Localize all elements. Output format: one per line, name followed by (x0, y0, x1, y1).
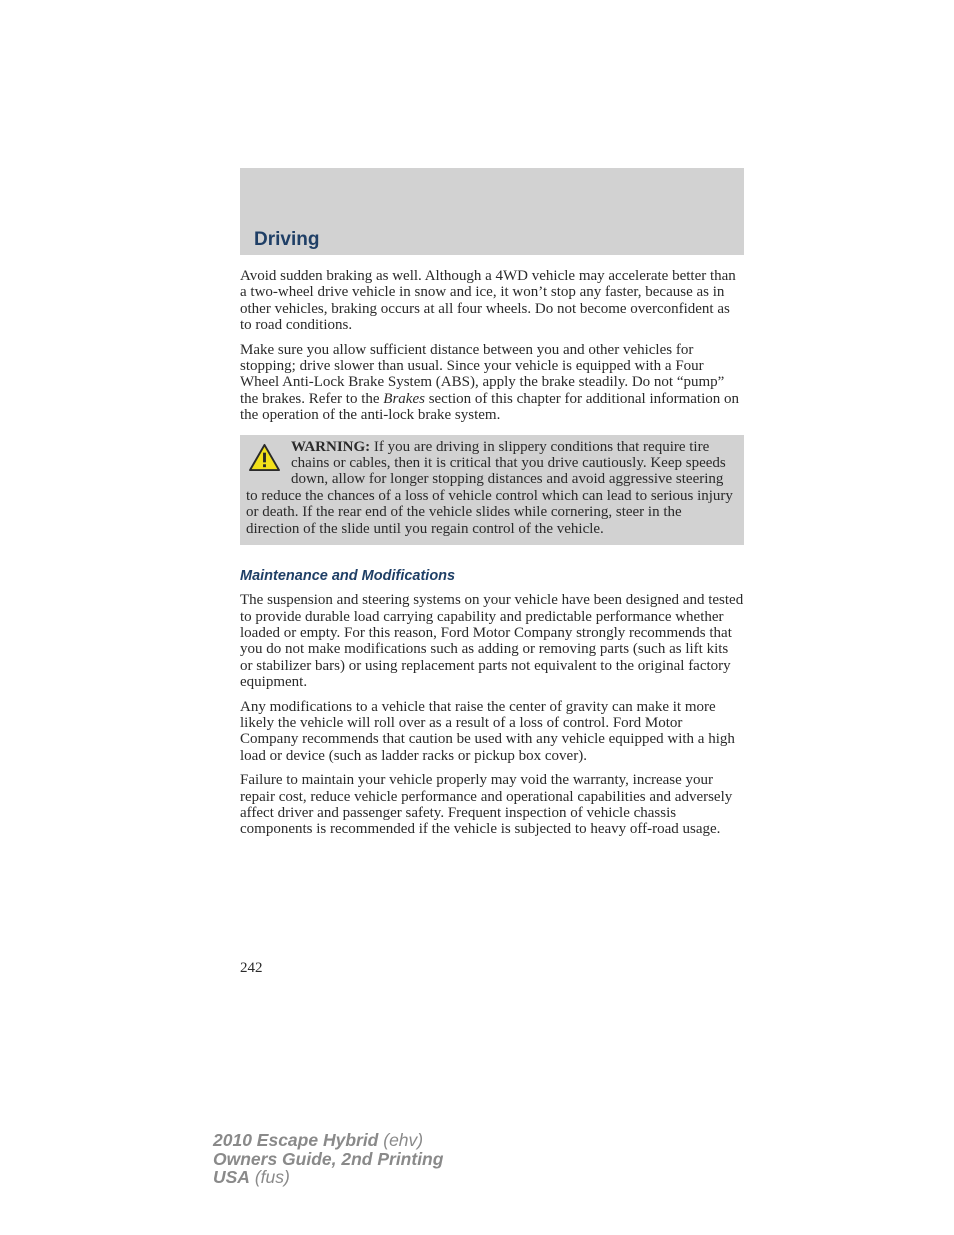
page-content (240, 268, 744, 846)
footer-model: 2010 Escape Hybrid (213, 1130, 379, 1150)
page-number: 242 (240, 960, 263, 976)
footer-model-code: (ehv) (378, 1130, 424, 1150)
brakes-reference: Brakes (383, 390, 425, 407)
warning-triangle-icon (248, 443, 281, 472)
footer-line-guide: Owners Guide, 2nd Printing (213, 1148, 444, 1169)
paragraph-braking: Avoid sudden braking as well. Although a 4WD vehicle may accelerate better than a two-wheel drive vehicle in snow and ice, it won’t stop any faster, because as in other vehicles, braking occurs at all four wheels. Do not become overconfident as to road conditions. (240, 268, 736, 334)
paragraph-modifications: Any modifications to a vehicle that raise the center of gravity can make it more likely the vehicle will roll over as a result of a loss of control. Ford Motor Company recommends that caution be used with any vehicle equipped with a high load or device (such as ladder racks or pickup box cover). (240, 698, 735, 764)
paragraph-maintenance: Failure to maintain your vehicle properly may void the warranty, increase your repair cost, reduce vehicle performance and operational capabilities and adversely affect driver and passenger safety. Frequent inspection of vehicle chassis components is recommended if the vehicle is subjected to heavy off-road usage. (240, 772, 733, 838)
paragraph-distance (240, 342, 744, 424)
warning-text: If you are driving in slippery conditions that require tire chains or cables, then it is critical that you drive cautiously. Keep speeds down, allow for longer stopping distances and avoid aggressive steering to reduce the chances of a loss of vehicle control which can lead to serious injury or death. If the rear end of the vehicle slides while cornering, steer in the direction of the slide until you regain control of the vehicle. (246, 438, 733, 537)
document-footer (213, 1131, 443, 1187)
paragraph-distance-text-end: section of this chapter for additional information on the operation of the anti-lock brake system. (240, 390, 740, 424)
footer-market: USA (213, 1167, 250, 1187)
paragraph-distance-text-start: Make sure you allow sufficient distance between you and other vehicles for stopping; drive slower than usual. Since your vehicle is equipped with a Four Wheel Anti-Lock Brake System (ABS), apply the brake steadily. Do not “pump” the brakes. Refer to the (240, 341, 725, 407)
chapter-header-band (240, 168, 744, 255)
paragraph-suspension: The suspension and steering systems on your vehicle have been designed and tested to provide durable load carrying capability and predictable performance whether loaded or empty. For this reason, Ford Motor Company strongly recommends that you do not make modifications such as adding or removing parts (such as lift kits or stabilizer bars) or using replacement parts not equivalent to the original factory equipment. (240, 592, 744, 691)
warning-box (240, 435, 744, 545)
footer-market-code: (fus) (249, 1167, 290, 1187)
warning-label: WARNING: (291, 438, 371, 455)
chapter-title: Driving (254, 229, 320, 250)
footer-line-market (213, 1168, 443, 1187)
section-heading: Maintenance and Modifications (240, 568, 456, 585)
footer-line-model (213, 1131, 443, 1150)
